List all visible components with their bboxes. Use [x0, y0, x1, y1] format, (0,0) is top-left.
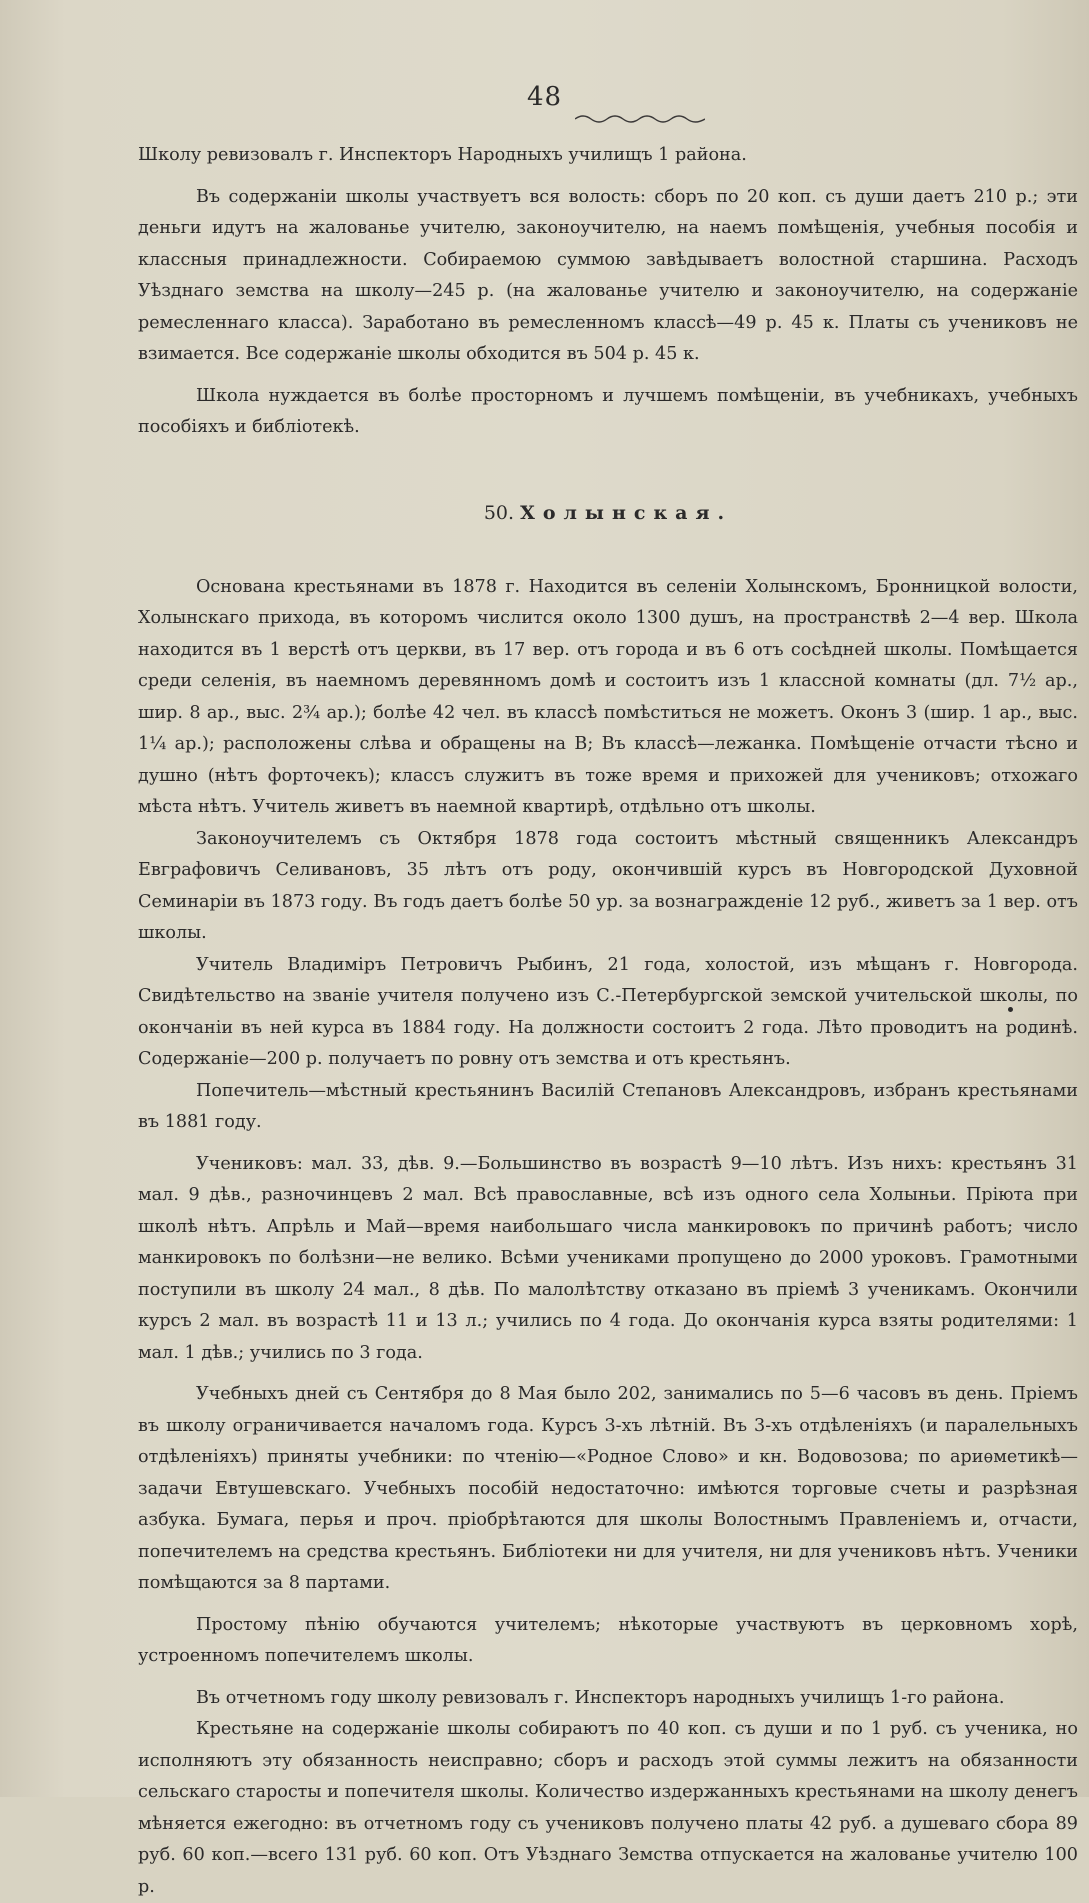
paragraph-7: Простому пѣнію обучаются учителемъ; нѣкоторые участвуютъ въ церковномъ хорѣ, устроенномъ попечителемъ школы.: [138, 1614, 1078, 1666]
section-number: 50.: [483, 501, 515, 524]
section-title: Холынская.: [520, 501, 733, 524]
paragraph-prev-1: Школу ревизовалъ г. Инспекторъ Народныхъ училищъ 1 района.: [138, 145, 747, 165]
ink-dot: [1008, 1007, 1013, 1012]
paragraph-6: Учебныхъ дней съ Сентября до 8 Мая было 202, занимались по 5—6 часовъ въ день. Пріемъ въ школу ограничивается началомъ года. Курсъ 3-хъ лѣтній. Въ 3-хъ отдѣленіяхъ (и паралельныхъ отдѣленіяхъ) приняты учебники: по чтенію—«Родное Слово» и кн. Водовозова; по ариѳметикѣ—задачи Евтушевскаго. Учебныхъ пособій недостаточно: имѣются торговые счеты и разрѣзная азбука. Бумага, перья и проч. пріобрѣтаются для школы Волостнымъ Правленіемъ и, отчасти, попечителемъ на средства крестьянъ. Библіотеки ни для учителя, ни для учениковъ нѣтъ. Ученики помѣщаются за 8 партами.: [138, 1384, 1078, 1593]
page-number: 48: [526, 82, 563, 112]
paragraph-5: Учениковъ: мал. 33, дѣв. 9.—Большинство въ возрастѣ 9—10 лѣтъ. Изъ нихъ: крестьянъ 31 мал. 9 дѣв., разночинцевъ 2 мал. Всѣ православные, всѣ изъ одного села Холыньи. Пріюта при школѣ нѣтъ. Апрѣль и Май—время наибольшаго числа манкировокъ по причинѣ работъ; число манкировокъ по болѣзни—не велико. Всѣми учениками пропущено до 2000 уроковъ. Грамотными поступили въ школу 24 мал., 8 дѣв. По малолѣтству отказано въ пріемѣ 3 ученикамъ. Окончили курсъ 2 мал. въ возрастѣ 11 и 13 л.; учились по 4 года. До окончанія курса взяты родителями: 1 мал. 1 дѣв.; учились по 3 года.: [138, 1153, 1078, 1363]
section-heading: [138, 502, 1078, 524]
paragraph-prev-2: Въ содержанiи школы участвуетъ вся волость: сборъ по 20 коп. съ души даетъ 210 р.; эти деньги идутъ на жалованье учителю, законоучителю, на наемъ помѣщенія, учебныя пособія и классныя принадлежности. Собираемою суммою завѣдываетъ волостной старшина. Расходъ Уѣзднаго земства на школу—245 р. (на жалованье учителю и законоучителю, на содержаніе ремесленнаго класса). Заработано въ ремесленномъ классѣ—49 р. 45 к. Платы съ учениковъ не взимается. Все содержаніе школы обходится въ 504 р. 45 к.: [138, 186, 1078, 364]
paragraph-2: Законоучителемъ съ Октября 1878 года состоитъ мѣстный священникъ Александръ Евграфовичъ Селивановъ, 35 лѣтъ отъ роду, окончившій курсъ въ Новгородской Духовной Семинаріи въ 1873 году. Въ годъ даетъ болѣе 50 ур. за вознагражденіе 12 руб., живетъ за 1 вер. отъ школы.: [138, 828, 1078, 943]
page-content: [138, 140, 1078, 1903]
paragraph-prev-3: Школа нуждается въ болѣе просторномъ и лучшемъ помѣщенiи, въ учебникахъ, учебныхъ пособіяхъ и библіотекѣ.: [138, 385, 1078, 437]
paragraph-1: Основана крестьянами въ 1878 г. Находится въ селеніи Холынскомъ, Бронницкой волости, Холынскаго прихода, въ которомъ числится около 1300 душъ, на пространствѣ 2—4 вер. Школа находится въ 1 верстѣ отъ церкви, въ 17 вер. отъ города и въ 6 отъ сосѣдней школы. Помѣщается среди селенія, въ наемномъ деревянномъ домѣ и состоитъ изъ 1 классной комнаты (дл. 7½ ар., шир. 8 ар., выс. 2¾ ар.); болѣе 42 чел. въ классѣ помѣститься не можетъ. Оконъ 3 (шир. 1 ар., выс. 1¼ ар.); расположены слѣва и обращены на В; Въ классѣ—лежанка. Помѣщеніе отчасти тѣсно и душно (нѣтъ форточекъ); классъ служитъ въ тоже время и прихожей для учениковъ; отхожаго мѣста нѣтъ. Учитель живетъ въ наемной квартирѣ, отдѣльно отъ школы.: [138, 576, 1078, 817]
paragraph-3: Учитель Владиміръ Петровичъ Рыбинъ, 21 года, холостой, изъ мѣщанъ г. Новгорода. Свидѣтельство на званіе учителя получено изъ С.-Петербургской земской учительской школы, по окончаніи въ ней курса въ 1884 году. На должности состоитъ 2 года. Лѣто проводитъ на родинѣ. Содержаніе—200 р. получаетъ по ровну отъ земства и отъ крестьянъ.: [138, 954, 1078, 1069]
paragraph-4: Попечитель—мѣстный крестьянинъ Василій Степановъ Александровъ, избранъ крестьянами въ 1881 году.: [138, 1080, 1078, 1132]
ornament-divider: [575, 113, 705, 125]
paragraph-9: Крестьяне на содержаніе школы собираютъ по 40 коп. съ души и по 1 руб. съ ученика, но исполняютъ эту обязанность неисправно; сборъ и расходъ этой суммы лежитъ на обязанности сельскаго старосты и попечителя школы. Количество издержанныхъ крестьянами на школу денегъ мѣняется ежегодно: въ отчетномъ году съ учениковъ получено платы 42 руб. а душеваго сбора 89 руб. 60 коп.—всего 131 руб. 60 коп. Отъ Уѣзднаго Земства отпускается на жалованье учителю 100 р.: [138, 1719, 1078, 1897]
paragraph-8: Въ отчетномъ году школу ревизовалъ г. Инспекторъ народныхъ училищъ 1-го района.: [196, 1687, 1005, 1708]
